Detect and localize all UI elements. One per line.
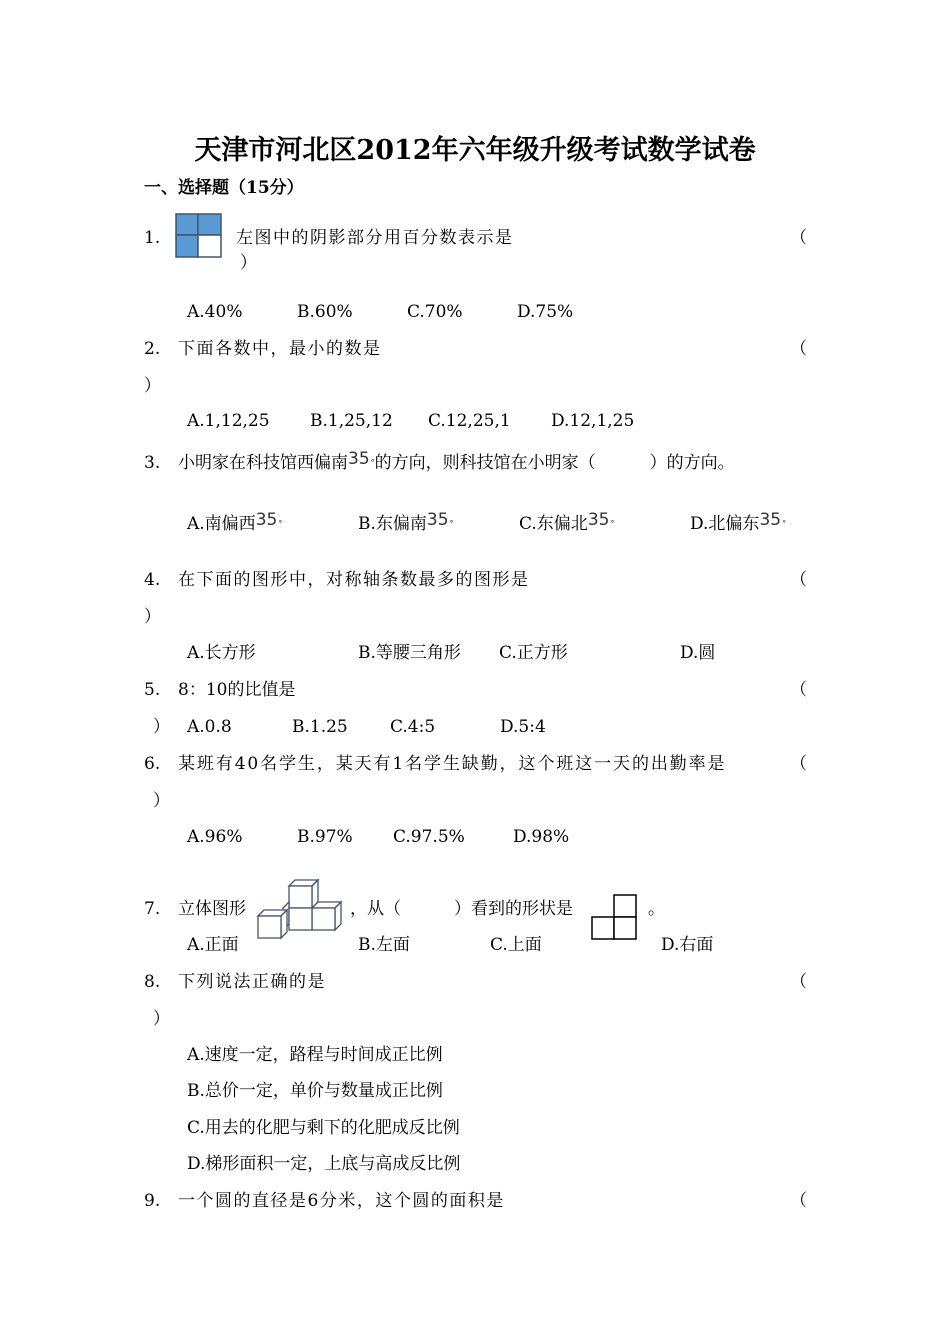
q7-cube-stack-figure	[255, 878, 347, 940]
q6-number: 6.	[144, 754, 161, 774]
q4-paren-close: ）	[144, 607, 161, 627]
q3-stem	[178, 449, 735, 474]
q1-option-c: C.70%	[407, 302, 463, 322]
q5-stem: 8：10的比值是	[178, 680, 296, 700]
q5-option-c: C.4:5	[390, 717, 436, 737]
q4-number: 4.	[144, 570, 161, 590]
q6-option-d: D.98%	[513, 827, 570, 847]
q7-stem-part-d: 。	[648, 899, 665, 919]
q4-stem: 在下面的图形中，对称轴条数最多的图形是	[178, 570, 530, 590]
q8-paren-close: ）	[153, 1009, 170, 1029]
q8-option-d: D.梯形面积一定，上底与高成反比例	[187, 1154, 461, 1174]
q8-option-b: B.总价一定，单价与数量成正比例	[187, 1081, 443, 1101]
q1-option-b: B.60%	[297, 302, 353, 322]
q4-option-c: C.正方形	[499, 643, 568, 663]
q5-option-a: A.0.8	[187, 717, 232, 737]
q5-option-b: B.1.25	[292, 717, 348, 737]
q6-option-a: A.96%	[187, 827, 243, 847]
q5-paren-open: （	[790, 680, 807, 700]
q4-paren-open: （	[790, 570, 807, 590]
q7-option-a: A.正面	[187, 935, 239, 955]
q1-paren-open: （	[790, 228, 807, 248]
q3-option-b: B.东偏南35°	[358, 510, 454, 534]
q6-paren-close: ）	[153, 791, 170, 811]
q5-option-d: D.5:4	[500, 717, 546, 737]
q5-paren-close: ）	[153, 717, 170, 737]
q3-stem-part-b: 的方向，则科技馆在小明家（	[374, 453, 596, 473]
q7-number: 7.	[144, 899, 161, 919]
q2-paren-open: （	[790, 339, 807, 359]
q2-option-a: A.1,12,25	[187, 411, 270, 431]
q2-number: 2.	[144, 339, 161, 359]
q3-number: 3.	[144, 453, 161, 473]
q4-option-b: B.等腰三角形	[358, 643, 461, 663]
q3-option-d: D.北偏东35°	[690, 510, 787, 534]
q3-option-a: A.南偏西35°	[187, 510, 283, 534]
q6-option-b: B.97%	[297, 827, 353, 847]
q1-option-a: A.40%	[187, 302, 243, 322]
q2-stem: 下面各数中，最小的数是	[178, 339, 382, 359]
q2-paren-close: ）	[144, 376, 161, 396]
page-title: 天津市河北区2012年六年级升级考试数学试卷	[194, 135, 756, 166]
q3-stem-part-a: 小明家在科技馆西偏南	[178, 453, 348, 473]
q8-option-c: C.用去的化肥与剩下的化肥成反比例	[187, 1118, 460, 1138]
q6-paren-open: （	[790, 754, 807, 774]
q7-option-b: B.左面	[358, 935, 410, 955]
q3-degree-value: 35	[348, 449, 370, 469]
q3-option-c: C.东偏北35°	[519, 510, 615, 534]
q4-option-a: A.长方形	[187, 643, 256, 663]
q9-stem: 一个圆的直径是6分米，这个圆的面积是	[178, 1191, 505, 1211]
section-heading: 一、选择题（15分）	[144, 178, 304, 198]
q1-option-d: D.75%	[517, 302, 574, 322]
q2-option-d: D.12,1,25	[551, 411, 635, 431]
q6-stem: 某班有40名学生，某天有1名学生缺勤，这个班这一天的出勤率是	[178, 754, 727, 774]
q8-stem: 下列说法正确的是	[178, 972, 326, 992]
degree-mark: °	[370, 458, 375, 467]
q1-shaded-grid-figure	[175, 213, 223, 259]
q3-stem-part-c: ）的方向。	[649, 453, 735, 473]
q5-number: 5.	[144, 680, 161, 700]
q8-paren-open: （	[790, 972, 807, 992]
q7-option-c: C.上面	[490, 935, 542, 955]
q7-stem-part-b: ，从（	[350, 899, 401, 919]
q7-view-shape-figure	[589, 893, 639, 941]
q8-number: 8.	[144, 972, 161, 992]
q1-number: 1.	[144, 228, 161, 248]
q2-option-b: B.1,25,12	[310, 411, 393, 431]
q1-paren-close: ）	[240, 253, 257, 273]
q7-option-d: D.右面	[661, 935, 714, 955]
q1-stem: 左图中的阴影部分用百分数表示是	[236, 228, 514, 248]
q8-option-a: A.速度一定，路程与时间成正比例	[187, 1045, 443, 1065]
q4-option-d: D.圆	[680, 643, 716, 663]
q9-number: 9.	[144, 1191, 161, 1211]
q2-option-c: C.12,25,1	[428, 411, 511, 431]
q7-stem-part-a: 立体图形	[178, 899, 246, 919]
q9-paren-open: （	[790, 1191, 807, 1211]
q6-option-c: C.97.5%	[393, 827, 465, 847]
q7-stem-part-c: ）看到的形状是	[454, 899, 573, 919]
